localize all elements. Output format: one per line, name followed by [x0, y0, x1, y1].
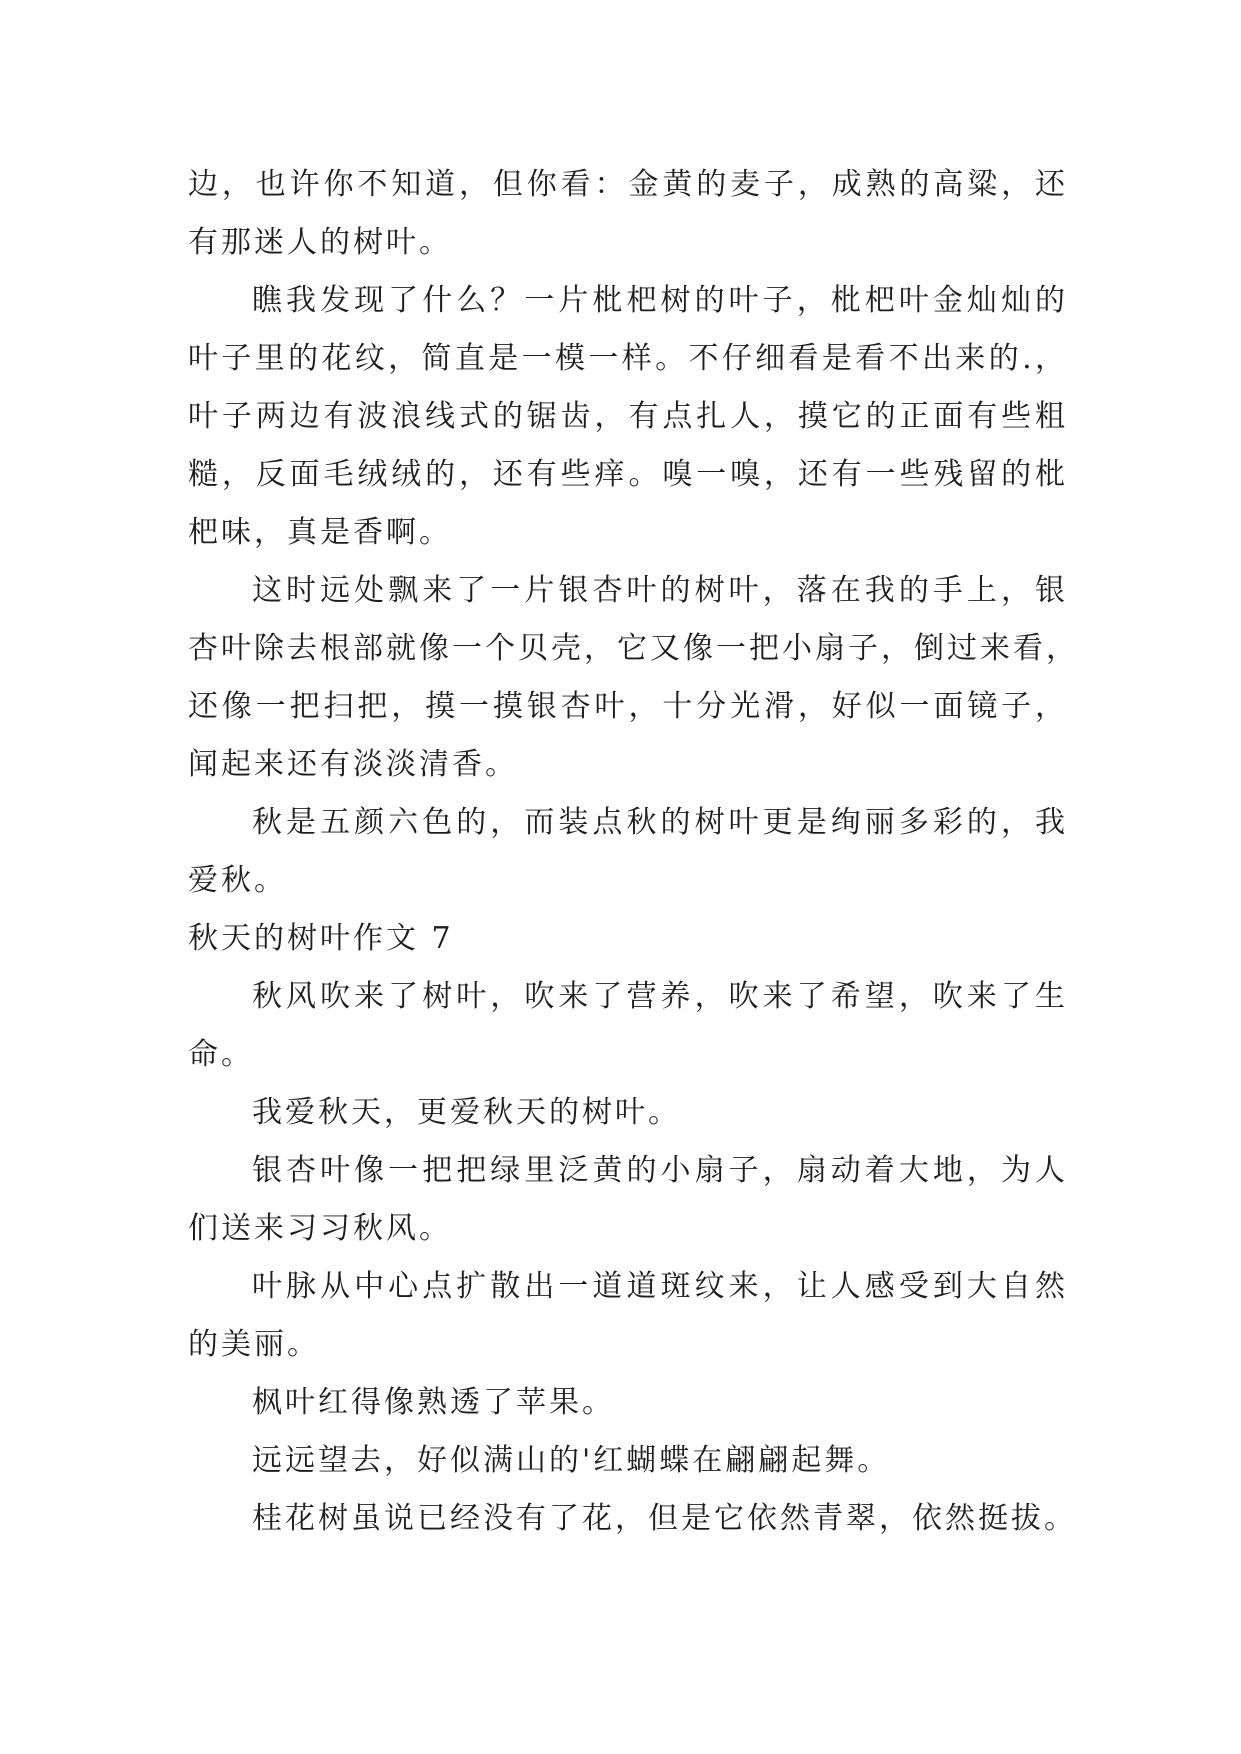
paragraph-start: 远远望去，好似满山的'红蝴蝶在翩翩起舞。	[252, 1443, 891, 1478]
section-heading: 秋天的树叶作文 7	[188, 921, 454, 956]
text-line: 叶子两边有波浪线式的锯齿，有点扎人，摸它的正面有些粗	[188, 399, 1068, 434]
paragraph-start: 秋是五颜六色的，而装点秋的树叶更是绚丽多彩的，我	[252, 805, 1068, 840]
paragraph-start: 银杏叶像一把把绿里泛黄的小扇子，扇动着大地，为人	[252, 1153, 1068, 1188]
text-line: 闻起来还有淡淡清香。	[188, 747, 518, 782]
text-line: 还像一把扫把，摸一摸银杏叶，十分光滑，好似一面镜子，	[188, 689, 1068, 724]
text-line: 爱秋。	[188, 863, 287, 898]
text-line: 叶子里的花纹，简直是一模一样。不仔细看是看不出来的.，	[188, 341, 1068, 376]
text-line: 有那迷人的树叶。	[188, 225, 452, 260]
text-line: 们送来习习秋风。	[188, 1211, 452, 1246]
paragraph-start: 枫叶红得像熟透了苹果。	[252, 1385, 615, 1420]
text-line: 杷味，真是香啊。	[188, 515, 452, 550]
text-line: 的美丽。	[188, 1327, 320, 1362]
paragraph-start: 秋风吹来了树叶，吹来了营养，吹来了希望，吹来了生	[252, 979, 1068, 1014]
text-line: 边，也许你不知道，但你看：金黄的麦子，成熟的高粱，还	[188, 167, 1068, 202]
paragraph-start: 叶脉从中心点扩散出一道道斑纹来，让人感受到大自然	[252, 1269, 1068, 1304]
document-body	[188, 156, 1079, 1548]
paragraph-start: 桂花树虽说已经没有了花，但是它依然青翠，依然挺拔。	[252, 1501, 1077, 1536]
text-line: 糙，反面毛绒绒的，还有些痒。嗅一嗅，还有一些残留的枇	[188, 457, 1068, 492]
text-line: 杏叶除去根部就像一个贝壳，它又像一把小扇子，倒过来看，	[188, 631, 1079, 666]
paragraph-start: 我爱秋天，更爱秋天的树叶。	[252, 1095, 681, 1130]
text-line: 命。	[188, 1037, 254, 1072]
paragraph-start: 这时远处飘来了一片银杏叶的树叶，落在我的手上，银	[252, 573, 1068, 608]
paragraph-start: 瞧我发现了什么？一片枇杷树的叶子，枇杷叶金灿灿的	[252, 283, 1068, 318]
